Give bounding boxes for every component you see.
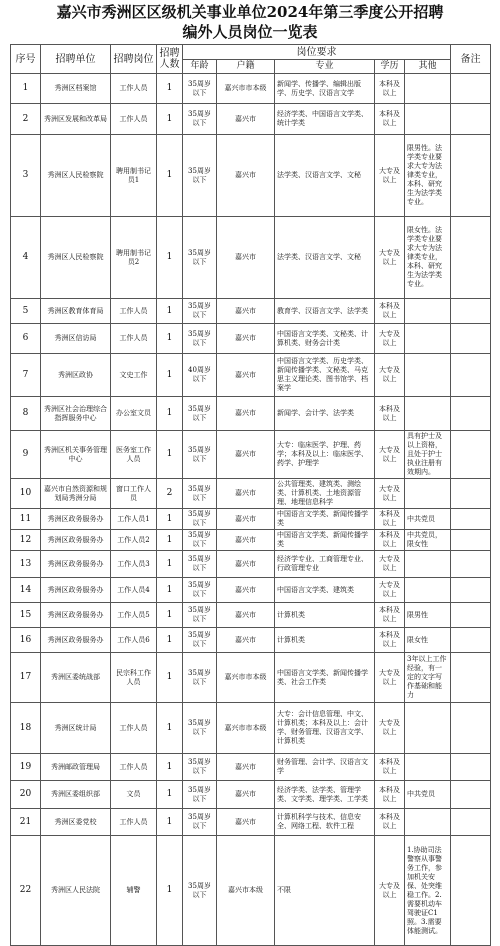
cell-remark xyxy=(451,530,491,551)
cell-age: 35周岁以下 xyxy=(183,479,217,509)
cell-major: 中国语言文学类、建筑类 xyxy=(275,578,375,603)
table-row xyxy=(11,354,491,397)
cell-hukou: 嘉兴市 xyxy=(217,431,275,479)
cell-unit: 秀洲区政务服务办 xyxy=(41,509,111,530)
cell-remark xyxy=(451,354,491,397)
cell-count: 1 xyxy=(157,135,183,217)
table-row xyxy=(11,217,491,299)
cell-other xyxy=(405,104,451,135)
cell-post: 聘用制书记员1 xyxy=(111,135,157,217)
cell-other xyxy=(405,74,451,104)
cell-other xyxy=(405,299,451,324)
cell-count: 1 xyxy=(157,578,183,603)
cell-unit: 秀洲区社会治理综合指挥服务中心 xyxy=(41,397,111,431)
cell-age: 35周岁以下 xyxy=(183,578,217,603)
header-no: 序号 xyxy=(11,45,41,74)
cell-unit: 秀洲区统计局 xyxy=(41,703,111,754)
cell-count: 1 xyxy=(157,354,183,397)
cell-count: 1 xyxy=(157,628,183,653)
cell-unit: 秀洲区政务服务办 xyxy=(41,530,111,551)
cell-unit: 秀洲区教育体育局 xyxy=(41,299,111,324)
table-row xyxy=(11,324,491,354)
cell-other xyxy=(405,324,451,354)
cell-hukou: 嘉兴市 xyxy=(217,104,275,135)
recruitment-table xyxy=(10,44,491,946)
cell-post: 工作人员5 xyxy=(111,603,157,628)
cell-post: 工作人员 xyxy=(111,299,157,324)
cell-major: 计算机类 xyxy=(275,603,375,628)
cell-post: 工作人员 xyxy=(111,104,157,135)
header-major: 专业 xyxy=(275,60,375,74)
cell-post: 窗口工作人员 xyxy=(111,479,157,509)
cell-no: 22 xyxy=(11,836,41,946)
cell-age: 35周岁以下 xyxy=(183,551,217,578)
cell-unit: 秀洲区政务服务办 xyxy=(41,603,111,628)
cell-hukou: 嘉兴市 xyxy=(217,530,275,551)
cell-age: 35周岁以下 xyxy=(183,603,217,628)
cell-major: 大专：会计信息管理、中文、计算机类；本科及以上：会计学、财务管理、汉语言文学、计算机类 xyxy=(275,703,375,754)
cell-age: 35周岁以下 xyxy=(183,836,217,946)
header-count: 招聘人数 xyxy=(157,45,183,74)
cell-age: 35周岁以下 xyxy=(183,217,217,299)
cell-age: 35周岁以下 xyxy=(183,781,217,809)
cell-major: 计算机科学与技术、信息安全、网络工程、软件工程 xyxy=(275,809,375,836)
cell-no: 14 xyxy=(11,578,41,603)
cell-hukou: 嘉兴市 xyxy=(217,135,275,217)
cell-major: 计算机类 xyxy=(275,628,375,653)
cell-count: 1 xyxy=(157,217,183,299)
cell-unit: 秀洲区委党校 xyxy=(41,809,111,836)
cell-post: 工作人员3 xyxy=(111,551,157,578)
cell-remark xyxy=(451,628,491,653)
cell-no: 19 xyxy=(11,754,41,781)
cell-no: 8 xyxy=(11,397,41,431)
cell-no: 16 xyxy=(11,628,41,653)
table-row xyxy=(11,653,491,703)
cell-remark xyxy=(451,509,491,530)
cell-no: 2 xyxy=(11,104,41,135)
cell-no: 4 xyxy=(11,217,41,299)
table-row xyxy=(11,431,491,479)
cell-unit: 秀洲区政务服务办 xyxy=(41,551,111,578)
table-row xyxy=(11,603,491,628)
cell-hukou: 嘉兴市 xyxy=(217,299,275,324)
cell-no: 6 xyxy=(11,324,41,354)
cell-hukou: 嘉兴市 xyxy=(217,479,275,509)
table-row xyxy=(11,781,491,809)
header-remark: 备注 xyxy=(451,45,491,74)
table-row xyxy=(11,628,491,653)
cell-major: 大专：临床医学、护理、药学；本科及以上：临床医学、药学、护理学 xyxy=(275,431,375,479)
cell-edu: 大专及以上 xyxy=(375,479,405,509)
cell-post: 文史工作 xyxy=(111,354,157,397)
cell-edu: 大专及以上 xyxy=(375,703,405,754)
cell-unit: 秀洲区委统战部 xyxy=(41,653,111,703)
cell-age: 35周岁以下 xyxy=(183,754,217,781)
cell-post: 工作人员 xyxy=(111,74,157,104)
cell-edu: 本科及以上 xyxy=(375,809,405,836)
cell-post: 聘用制书记员2 xyxy=(111,217,157,299)
cell-count: 1 xyxy=(157,431,183,479)
cell-count: 1 xyxy=(157,603,183,628)
cell-major: 财务管理、会计学、汉语言文学 xyxy=(275,754,375,781)
cell-count: 2 xyxy=(157,479,183,509)
cell-remark xyxy=(451,754,491,781)
cell-major: 不限 xyxy=(275,836,375,946)
cell-edu: 大专及以上 xyxy=(375,354,405,397)
cell-edu: 本科及以上 xyxy=(375,397,405,431)
cell-major: 中国语言文学类、新闻传播学类 xyxy=(275,530,375,551)
header-hukou: 户籍 xyxy=(217,60,275,74)
cell-hukou: 嘉兴市 xyxy=(217,628,275,653)
cell-edu: 大专及以上 xyxy=(375,578,405,603)
header-requirements: 岗位要求 xyxy=(183,45,451,60)
cell-other: 1.协助司法警察从事警务工作，参加机关安保、处突维稳工作。2.需要机动车驾驶证C1照。3.需要体能测试。 xyxy=(405,836,451,946)
cell-other xyxy=(405,479,451,509)
cell-hukou: 嘉兴市 xyxy=(217,809,275,836)
table-row xyxy=(11,754,491,781)
header-unit: 招聘单位 xyxy=(41,45,111,74)
table-body xyxy=(11,74,491,946)
cell-unit: 秀洲区机关事务管理中心 xyxy=(41,431,111,479)
cell-other xyxy=(405,397,451,431)
cell-age: 40周岁以下 xyxy=(183,354,217,397)
cell-other: 限女性。法学类专业要求大专为法律类专业，本科、研究生为法学类专业。 xyxy=(405,217,451,299)
cell-major: 中国语言文学类、新闻传播学类 xyxy=(275,509,375,530)
cell-unit: 秀洲区委组织部 xyxy=(41,781,111,809)
cell-no: 1 xyxy=(11,74,41,104)
cell-hukou: 嘉兴市市本级 xyxy=(217,74,275,104)
header-other: 其他 xyxy=(405,60,451,74)
cell-post: 工作人员 xyxy=(111,703,157,754)
cell-other: 中共党员 xyxy=(405,509,451,530)
cell-other xyxy=(405,809,451,836)
cell-remark xyxy=(451,74,491,104)
cell-edu: 本科及以上 xyxy=(375,754,405,781)
cell-edu: 大专及以上 xyxy=(375,653,405,703)
cell-unit: 秀洲区政务服务办 xyxy=(41,628,111,653)
cell-hukou: 嘉兴市市本级 xyxy=(217,703,275,754)
cell-unit: 秀洲区档案馆 xyxy=(41,74,111,104)
cell-hukou: 嘉兴市 xyxy=(217,781,275,809)
cell-edu: 本科及以上 xyxy=(375,74,405,104)
cell-age: 35周岁以下 xyxy=(183,509,217,530)
cell-no: 5 xyxy=(11,299,41,324)
cell-major: 法学类、汉语言文学、文秘 xyxy=(275,135,375,217)
cell-other xyxy=(405,754,451,781)
cell-remark xyxy=(451,653,491,703)
cell-post: 医务室工作人员 xyxy=(111,431,157,479)
cell-count: 1 xyxy=(157,104,183,135)
cell-remark xyxy=(451,836,491,946)
cell-remark xyxy=(451,479,491,509)
cell-major: 新闻学、传播学、编辑出版学、历史学、汉语言文学 xyxy=(275,74,375,104)
cell-edu: 本科及以上 xyxy=(375,781,405,809)
document-title xyxy=(0,0,500,42)
cell-edu: 大专及以上 xyxy=(375,324,405,354)
cell-no: 11 xyxy=(11,509,41,530)
cell-hukou: 嘉兴市 xyxy=(217,551,275,578)
cell-post: 工作人员 xyxy=(111,324,157,354)
cell-edu: 本科及以上 xyxy=(375,299,405,324)
cell-hukou: 嘉兴市 xyxy=(217,397,275,431)
title-line-2: 编外人员岗位一览表 xyxy=(182,23,318,41)
cell-edu: 大专及以上 xyxy=(375,836,405,946)
cell-count: 1 xyxy=(157,703,183,754)
cell-other: 中共党员，限女性 xyxy=(405,530,451,551)
table-row xyxy=(11,135,491,217)
cell-no: 21 xyxy=(11,809,41,836)
cell-age: 35周岁以下 xyxy=(183,324,217,354)
cell-count: 1 xyxy=(157,530,183,551)
cell-major: 中国语言文学类、文秘类、计算机类、财务会计类 xyxy=(275,324,375,354)
cell-unit: 嘉兴市自然资源和规划局秀洲分局 xyxy=(41,479,111,509)
cell-post: 工作人员 xyxy=(111,754,157,781)
cell-hukou: 嘉兴市市本级 xyxy=(217,653,275,703)
cell-remark xyxy=(451,703,491,754)
cell-remark xyxy=(451,551,491,578)
cell-major: 法学类、汉语言文学、文秘 xyxy=(275,217,375,299)
cell-post: 办公室文员 xyxy=(111,397,157,431)
cell-remark xyxy=(451,397,491,431)
cell-major: 教育学、汉语言文学、法学类 xyxy=(275,299,375,324)
cell-count: 1 xyxy=(157,509,183,530)
cell-hukou: 嘉兴市 xyxy=(217,603,275,628)
cell-remark xyxy=(451,603,491,628)
cell-post: 工作人员4 xyxy=(111,578,157,603)
cell-remark xyxy=(451,299,491,324)
cell-remark xyxy=(451,104,491,135)
cell-age: 35周岁以下 xyxy=(183,104,217,135)
cell-age: 35周岁以下 xyxy=(183,530,217,551)
cell-other xyxy=(405,703,451,754)
cell-no: 7 xyxy=(11,354,41,397)
cell-count: 1 xyxy=(157,836,183,946)
cell-other: 限女性 xyxy=(405,628,451,653)
cell-other: 具有护士及以上资格，且处于护士执业注册有效期内。 xyxy=(405,431,451,479)
cell-remark xyxy=(451,324,491,354)
cell-hukou: 嘉兴市本级 xyxy=(217,836,275,946)
cell-edu: 大专及以上 xyxy=(375,431,405,479)
cell-edu: 本科及以上 xyxy=(375,603,405,628)
cell-other: 3年以上工作经验，有一定的文字写作基础和能力 xyxy=(405,653,451,703)
cell-edu: 本科及以上 xyxy=(375,628,405,653)
cell-count: 1 xyxy=(157,74,183,104)
cell-unit: 秀洲区信访局 xyxy=(41,324,111,354)
cell-unit: 秀洲区发展和改革局 xyxy=(41,104,111,135)
cell-major: 公共管理类、建筑类、测绘类、计算机类、土地资源管理、地理信息科学 xyxy=(275,479,375,509)
cell-other xyxy=(405,578,451,603)
table-row xyxy=(11,299,491,324)
cell-remark xyxy=(451,135,491,217)
table-row xyxy=(11,703,491,754)
cell-edu: 本科及以上 xyxy=(375,530,405,551)
cell-count: 1 xyxy=(157,324,183,354)
cell-remark xyxy=(451,217,491,299)
cell-edu: 本科及以上 xyxy=(375,509,405,530)
cell-age: 35周岁以下 xyxy=(183,299,217,324)
table-row xyxy=(11,836,491,946)
cell-count: 1 xyxy=(157,653,183,703)
cell-post: 辅警 xyxy=(111,836,157,946)
cell-no: 20 xyxy=(11,781,41,809)
cell-edu: 大专及以上 xyxy=(375,551,405,578)
title-line-1: 嘉兴市秀洲区区级机关事业单位2024年第三季度公开招聘 xyxy=(56,3,444,21)
cell-remark xyxy=(451,431,491,479)
cell-major: 经济学类、中国语言文学类、统计学类 xyxy=(275,104,375,135)
cell-unit: 秀洲区人民检察院 xyxy=(41,217,111,299)
cell-other: 限男性。法学类专业要求大专为法律类专业，本科、研究生为法学类专业。 xyxy=(405,135,451,217)
cell-edu: 大专及以上 xyxy=(375,217,405,299)
cell-edu: 本科及以上 xyxy=(375,104,405,135)
cell-unit: 秀洲区人民法院 xyxy=(41,836,111,946)
table-row xyxy=(11,530,491,551)
cell-remark xyxy=(451,781,491,809)
cell-major: 经济学类、法学类、管理学类、文学类、理学类、工学类 xyxy=(275,781,375,809)
table-row xyxy=(11,509,491,530)
table-row xyxy=(11,809,491,836)
cell-major: 新闻学、会计学、法学类 xyxy=(275,397,375,431)
cell-no: 17 xyxy=(11,653,41,703)
cell-hukou: 嘉兴市 xyxy=(217,754,275,781)
header-edu: 学历 xyxy=(375,60,405,74)
table-row xyxy=(11,551,491,578)
cell-no: 15 xyxy=(11,603,41,628)
cell-remark xyxy=(451,809,491,836)
cell-hukou: 嘉兴市 xyxy=(217,324,275,354)
cell-post: 民宗科工作人员 xyxy=(111,653,157,703)
cell-age: 35周岁以下 xyxy=(183,397,217,431)
cell-unit: 秀洲邮政管理局 xyxy=(41,754,111,781)
cell-major: 经济学专业、工商管理专业、行政管理专业 xyxy=(275,551,375,578)
cell-hukou: 嘉兴市 xyxy=(217,217,275,299)
cell-age: 35周岁以下 xyxy=(183,628,217,653)
cell-count: 1 xyxy=(157,781,183,809)
table-row xyxy=(11,74,491,104)
cell-no: 9 xyxy=(11,431,41,479)
cell-hukou: 嘉兴市 xyxy=(217,354,275,397)
table-row xyxy=(11,397,491,431)
cell-other xyxy=(405,551,451,578)
cell-age: 35周岁以下 xyxy=(183,431,217,479)
cell-count: 1 xyxy=(157,397,183,431)
cell-age: 35周岁以下 xyxy=(183,74,217,104)
table-row xyxy=(11,578,491,603)
cell-no: 13 xyxy=(11,551,41,578)
cell-count: 1 xyxy=(157,551,183,578)
cell-unit: 秀洲区人民检察院 xyxy=(41,135,111,217)
cell-post: 工作人员6 xyxy=(111,628,157,653)
cell-no: 3 xyxy=(11,135,41,217)
header-age: 年龄 xyxy=(183,60,217,74)
cell-unit: 秀洲区政务服务办 xyxy=(41,578,111,603)
cell-other xyxy=(405,354,451,397)
cell-post: 工作人员 xyxy=(111,809,157,836)
cell-post: 文员 xyxy=(111,781,157,809)
cell-count: 1 xyxy=(157,754,183,781)
cell-hukou: 嘉兴市 xyxy=(217,578,275,603)
cell-unit: 秀洲区政协 xyxy=(41,354,111,397)
cell-remark xyxy=(451,578,491,603)
cell-no: 18 xyxy=(11,703,41,754)
cell-count: 1 xyxy=(157,299,183,324)
cell-edu: 大专及以上 xyxy=(375,135,405,217)
cell-no: 10 xyxy=(11,479,41,509)
cell-age: 35周岁以下 xyxy=(183,135,217,217)
cell-major: 中国语言文学类、新闻传播学类、社会工作类 xyxy=(275,653,375,703)
cell-age: 35周岁以下 xyxy=(183,653,217,703)
cell-age: 35周岁以下 xyxy=(183,809,217,836)
cell-other: 中共党员 xyxy=(405,781,451,809)
table-row xyxy=(11,479,491,509)
cell-major: 中国语言文学类、历史学类、新闻传播学类、文秘类、马克思主义理论类、图书馆学、档案学 xyxy=(275,354,375,397)
cell-hukou: 嘉兴市 xyxy=(217,509,275,530)
cell-age: 35周岁以下 xyxy=(183,703,217,754)
table-row xyxy=(11,104,491,135)
header-post: 招聘岗位 xyxy=(111,45,157,74)
cell-count: 1 xyxy=(157,809,183,836)
cell-no: 12 xyxy=(11,530,41,551)
cell-post: 工作人员2 xyxy=(111,530,157,551)
cell-other: 限男性 xyxy=(405,603,451,628)
cell-post: 工作人员1 xyxy=(111,509,157,530)
